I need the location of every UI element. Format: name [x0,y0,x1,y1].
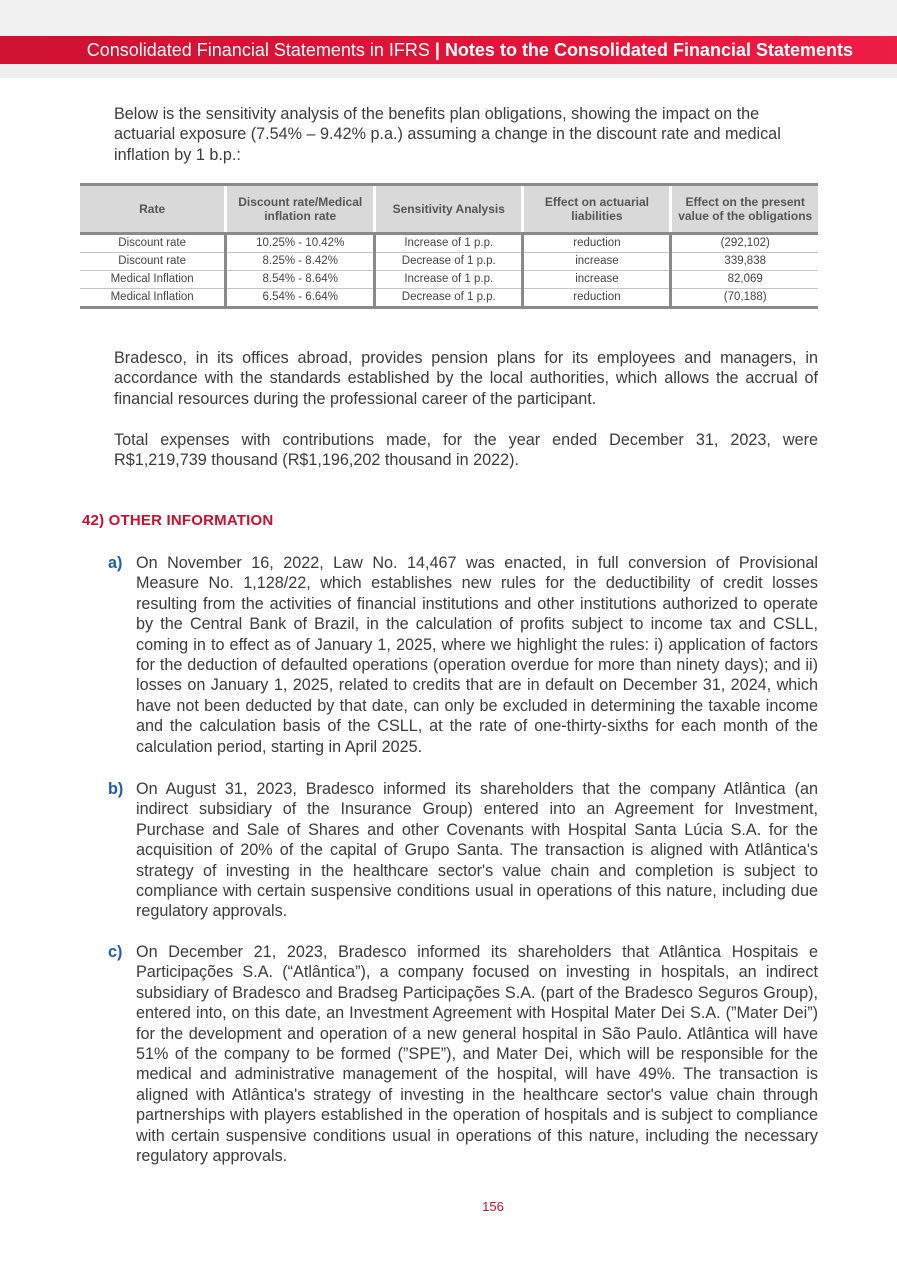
column-header: Effect on the present value of the obligations [671,185,818,234]
total-expenses-paragraph: Total expenses with contributions made, for the year ended December 31, 2023, were R$1,219,739 thousand (R$1,196,202 thousand in 2022). [114,431,818,470]
table-cell: 10.25% - 10.42% [226,234,375,253]
section-title: 42) OTHER INFORMATION [82,512,274,529]
header-separator: | [429,40,445,60]
list-item-text: On December 21, 2023, Bradesco informed its shareholders that Atlântica Hospitais e Participações S.A. (“Atlântica”), a company focused on investing in hospitals, an indirect subsidiary of Bradesco and Bradseg Participações S.A. (part of the Bradesco Seguros Group), entered into, on this date, an Investment Agreement with Hospital Mater Dei S.A. (”Mater Dei”) for the development and operation of a new general hospital in São Paulo. Atlântica will have 51% of the company to be formed (”SPE”), and Mater Dei, which will be responsible for the medical and administrative management of the hospital, will have 49%. The transaction is aligned with Atlântica's strategy of investing in the healthcare sector's value chain through partnerships with players established in the operation of hospitals and is subject to compliance with certain suspensive conditions usual in operations of this nature, including the necessary regulatory approvals. [136,943,818,1166]
header-subsection: Notes to the Consolidated Financial Statements [444,40,853,60]
column-header: Effect on actuarial liabilities [523,185,671,234]
column-header: Rate [80,185,226,234]
table-row [80,253,818,271]
header-underband [0,64,897,78]
table-cell: increase [523,253,671,271]
table-cell: increase [523,271,671,289]
table-header-row [80,185,818,234]
table-cell: Medical Inflation [80,271,226,289]
table-cell: Increase of 1 p.p. [375,271,523,289]
table-cell: 82,069 [671,271,818,289]
list-item-letter: c) [108,943,123,961]
table-cell: Decrease of 1 p.p. [375,289,523,308]
list-item-letter: b) [108,780,124,798]
page-header-banner [0,36,897,64]
page-number: 156 [482,1199,504,1214]
list-item-letter: a) [108,554,123,572]
table-cell: Increase of 1 p.p. [375,234,523,253]
top-margin [0,0,897,36]
table-row [80,289,818,308]
table-cell: 6.54% - 6.64% [226,289,375,308]
table-cell: Decrease of 1 p.p. [375,253,523,271]
list-item-text: On November 16, 2022, Law No. 14,467 was enacted, in full conversion of Provisional Measure No. 1,128/22, which establishes new rules for the deductibility of credit losses resulting from the activities of financial institutions and other institutions authorized to operate by the Central Bank of Brazil, in the calculation of profits subject to income tax and CSLL, coming in to effect as of January 1, 2025, where we highlight the rules: i) application of factors for the deduction of defaulted operations (operation overdue for more than ninety days); and ii) losses on January 1, 2025, related to credits that are in default on December 31, 2024, which have not been deducted by that date, can only be excluded in determining the taxable income and the calculation basis of the CSLL, at the rate of one-thirty-sixths for each month of the calculation period, starting in April 2025. [136,554,818,756]
table-cell: reduction [523,289,671,308]
column-header: Discount rate/Medical inflation rate [226,185,375,234]
list-item-text: On August 31, 2023, Bradesco informed its shareholders that the company Atlântica (an indirect subsidiary of the Insurance Group) entered into an Agreement for Investment, Purchase and Sale of Shares and other Covenants with Hospital Santa Lúcia S.A. for the acquisition of 20% of the capital of Grupo Santa. The transaction is aligned with Atlântica's strategy of investing in the healthcare sector's value chain and completion is subject to compliance with certain suspensive conditions usual in operations of this nature, including due regulatory approvals. [136,780,818,921]
sensitivity-table [80,183,818,309]
column-header: Sensitivity Analysis [375,185,523,234]
table-cell: Discount rate [80,253,226,271]
table-row [80,234,818,253]
table-row [80,271,818,289]
table-cell: 339,838 [671,253,818,271]
intro-paragraph: Below is the sensitivity analysis of the benefits plan obligations, showing the impact on the actuarial exposure (7.54% – 9.42% p.a.) assuming a change in the discount rate and medical inflation by 1 b.p.: [114,105,781,164]
table-cell: (292,102) [671,234,818,253]
table-cell: 8.25% - 8.42% [226,253,375,271]
table-cell: Discount rate [80,234,226,253]
table-cell: reduction [523,234,671,253]
table-cell: (70,188) [671,289,818,308]
abroad-paragraph: Bradesco, in its offices abroad, provides pension plans for its employees and managers, in accordance with the standards established by the local authorities, which allows the accrual of financial resources during the professional career of the participant. [114,349,818,408]
table-cell: 8.54% - 8.64% [226,271,375,289]
header-section: Consolidated Financial Statements in IFRS [86,40,430,60]
table-cell: Medical Inflation [80,289,226,308]
